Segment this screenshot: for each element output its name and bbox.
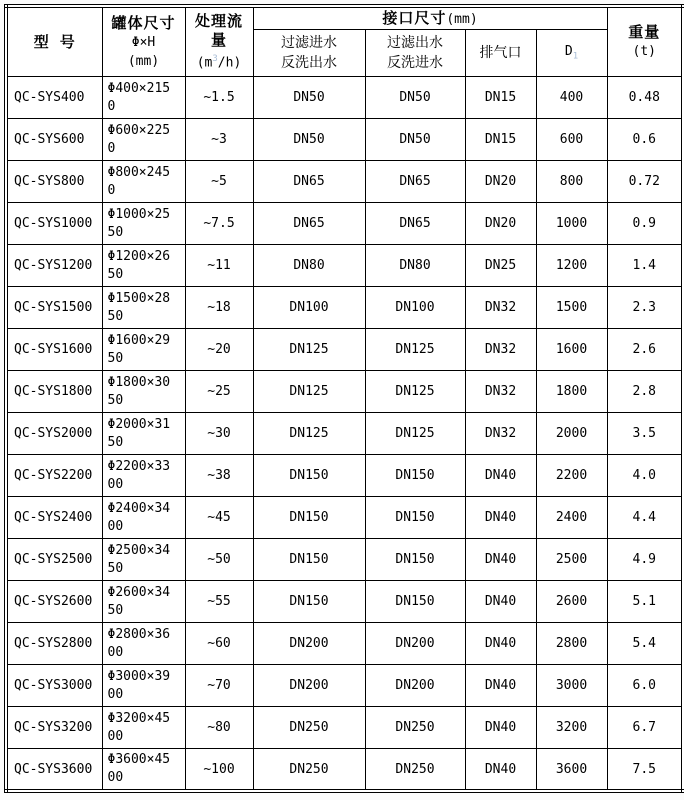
table-row: [6, 497, 683, 539]
cell-filter-inlet: DN50: [253, 119, 365, 161]
cell-filter-inlet: DN125: [253, 371, 365, 413]
cell-vent-port: DN40: [465, 665, 536, 707]
cell-flow-rate: ~25: [185, 371, 253, 413]
cell-filter-outlet: DN200: [365, 623, 465, 665]
col-header-weight: [607, 6, 683, 77]
table-row: [6, 665, 683, 707]
cell-flow-rate: ~38: [185, 455, 253, 497]
cell-filter-inlet: DN50: [253, 77, 365, 119]
cell-vent-port: DN20: [465, 161, 536, 203]
cell-weight: 5.1: [607, 581, 683, 623]
cell-model: QC-SYS3200: [6, 707, 102, 749]
cell-flow-rate: ~5: [185, 161, 253, 203]
cell-d1: 600: [536, 119, 607, 161]
cell-filter-inlet: DN65: [253, 161, 365, 203]
cell-tank-size: Φ2800×3600: [102, 623, 185, 665]
table-row: [6, 371, 683, 413]
cell-filter-outlet: DN150: [365, 497, 465, 539]
cell-model: QC-SYS3000: [6, 665, 102, 707]
cell-flow-rate: ~80: [185, 707, 253, 749]
cell-model: QC-SYS2500: [6, 539, 102, 581]
cell-flow-rate: ~30: [185, 413, 253, 455]
flow-header-line2: 量: [210, 30, 227, 49]
table-row: [6, 749, 683, 792]
table-row: [6, 329, 683, 371]
cell-vent-port: DN32: [465, 371, 536, 413]
table-row: [6, 623, 683, 665]
col-header-interface-group: [253, 6, 607, 30]
cell-d1: 800: [536, 161, 607, 203]
cell-tank-size: Φ1800×3050: [102, 371, 185, 413]
cell-filter-outlet: DN65: [365, 203, 465, 245]
cell-filter-outlet: DN250: [365, 749, 465, 792]
tank-header-unit: (mm): [127, 53, 160, 69]
col-header-model: [6, 6, 102, 77]
cell-filter-outlet: DN65: [365, 161, 465, 203]
cell-weight: 0.9: [607, 203, 683, 245]
interface-header-unit: (mm): [446, 12, 478, 27]
flow-header-unit: $(m^3/h)$: [196, 53, 242, 71]
cell-tank-size: Φ2400×3400: [102, 497, 185, 539]
cell-filter-outlet: DN250: [365, 707, 465, 749]
inlet-header-line1: 过滤进水: [281, 35, 337, 51]
cell-vent-port: DN25: [465, 245, 536, 287]
outlet-header-line2: 反洗进水: [387, 55, 443, 71]
interface-header-title: 接口尺寸: [382, 9, 447, 27]
cell-flow-rate: ~20: [185, 329, 253, 371]
cell-flow-rate: ~7.5: [185, 203, 253, 245]
cell-model: QC-SYS2200: [6, 455, 102, 497]
col-header-vent: [465, 30, 536, 77]
cell-d1: 2800: [536, 623, 607, 665]
cell-d1: 2000: [536, 413, 607, 455]
table-row: [6, 539, 683, 581]
cell-filter-outlet: DN50: [365, 77, 465, 119]
cell-model: QC-SYS2800: [6, 623, 102, 665]
cell-d1: 2400: [536, 497, 607, 539]
tank-header-title: 罐体尺寸: [111, 13, 176, 32]
cell-model: QC-SYS3600: [6, 749, 102, 792]
cell-d1: 2200: [536, 455, 607, 497]
cell-vent-port: DN20: [465, 203, 536, 245]
cell-filter-inlet: DN200: [253, 665, 365, 707]
table-row: [6, 581, 683, 623]
cell-vent-port: DN40: [465, 455, 536, 497]
cell-tank-size: Φ1500×2850: [102, 287, 185, 329]
cell-tank-size: Φ3600×4500: [102, 749, 185, 792]
cell-tank-size: Φ3200×4500: [102, 707, 185, 749]
cell-weight: 4.9: [607, 539, 683, 581]
cell-model: QC-SYS1200: [6, 245, 102, 287]
cell-tank-size: Φ1000×2550: [102, 203, 185, 245]
cell-vent-port: DN15: [465, 119, 536, 161]
cell-d1: 1800: [536, 371, 607, 413]
cell-model: QC-SYS2000: [6, 413, 102, 455]
cell-model: QC-SYS1000: [6, 203, 102, 245]
cell-filter-inlet: DN250: [253, 707, 365, 749]
weight-header-unit: (t): [632, 44, 656, 59]
table-row: [6, 707, 683, 749]
model-header-label: 型 号: [33, 32, 76, 51]
cubic-superscript: 3: [212, 53, 218, 64]
cell-model: QC-SYS1600: [6, 329, 102, 371]
table-row: [6, 161, 683, 203]
col-header-tank-size: [102, 6, 185, 77]
cell-d1: 400: [536, 77, 607, 119]
table-row: [6, 203, 683, 245]
cell-tank-size: Φ2200×3300: [102, 455, 185, 497]
table-row: [6, 245, 683, 287]
cell-filter-inlet: DN150: [253, 455, 365, 497]
cell-model: QC-SYS2600: [6, 581, 102, 623]
cell-filter-outlet: DN150: [365, 539, 465, 581]
cell-tank-size: Φ800×2450: [102, 161, 185, 203]
flow-header-line1: 处理流: [194, 11, 243, 30]
cell-model: QC-SYS400: [6, 77, 102, 119]
cell-vent-port: DN15: [465, 77, 536, 119]
cell-d1: 2500: [536, 539, 607, 581]
cell-filter-outlet: DN125: [365, 329, 465, 371]
cell-flow-rate: ~50: [185, 539, 253, 581]
col-header-filter-inlet: [253, 30, 365, 77]
cell-model: QC-SYS1800: [6, 371, 102, 413]
cell-filter-outlet: DN125: [365, 413, 465, 455]
cell-d1: 3600: [536, 749, 607, 792]
weight-header-title: 重量: [628, 23, 661, 41]
table-header: [6, 6, 683, 77]
cell-tank-size: Φ600×2250: [102, 119, 185, 161]
cell-vent-port: DN40: [465, 581, 536, 623]
cell-flow-rate: ~45: [185, 497, 253, 539]
cell-weight: 6.0: [607, 665, 683, 707]
cell-filter-inlet: DN150: [253, 539, 365, 581]
table-row: [6, 119, 683, 161]
outlet-header-line1: 过滤出水: [387, 35, 443, 51]
d1-header-label: $D_1$: [564, 44, 579, 62]
cell-tank-size: Φ1600×2950: [102, 329, 185, 371]
cell-filter-inlet: DN65: [253, 203, 365, 245]
cell-model: QC-SYS1500: [6, 287, 102, 329]
cell-flow-rate: ~55: [185, 581, 253, 623]
cell-weight: 4.0: [607, 455, 683, 497]
cell-d1: 2600: [536, 581, 607, 623]
cell-weight: 0.48: [607, 77, 683, 119]
product-spec-table: [4, 4, 684, 793]
cell-filter-outlet: DN50: [365, 119, 465, 161]
cell-filter-inlet: DN200: [253, 623, 365, 665]
cell-weight: 0.6: [607, 119, 683, 161]
cell-weight: 0.72: [607, 161, 683, 203]
cell-filter-inlet: DN250: [253, 749, 365, 792]
cell-flow-rate: ~3: [185, 119, 253, 161]
cell-filter-inlet: DN125: [253, 413, 365, 455]
cell-filter-inlet: DN150: [253, 581, 365, 623]
cell-filter-inlet: DN80: [253, 245, 365, 287]
cell-weight: 4.4: [607, 497, 683, 539]
cell-flow-rate: ~100: [185, 749, 253, 792]
cell-d1: 1200: [536, 245, 607, 287]
cell-flow-rate: ~70: [185, 665, 253, 707]
cell-flow-rate: ~18: [185, 287, 253, 329]
cell-tank-size: Φ400×2150: [102, 77, 185, 119]
cell-vent-port: DN40: [465, 539, 536, 581]
cell-d1: 1000: [536, 203, 607, 245]
cell-weight: 2.3: [607, 287, 683, 329]
cell-d1: 3200: [536, 707, 607, 749]
cell-flow-rate: ~11: [185, 245, 253, 287]
cell-filter-inlet: DN125: [253, 329, 365, 371]
cell-model: QC-SYS2400: [6, 497, 102, 539]
col-header-d1: [536, 30, 607, 77]
cell-vent-port: DN40: [465, 497, 536, 539]
cell-flow-rate: ~60: [185, 623, 253, 665]
cell-d1: 1600: [536, 329, 607, 371]
cell-vent-port: DN32: [465, 287, 536, 329]
col-header-filter-outlet: [365, 30, 465, 77]
cell-d1: 3000: [536, 665, 607, 707]
cell-d1: 1500: [536, 287, 607, 329]
table-body: [6, 77, 683, 792]
inlet-header-line2: 反洗出水: [281, 55, 337, 71]
d1-subscript: 1: [572, 51, 579, 62]
cell-model: QC-SYS600: [6, 119, 102, 161]
cell-vent-port: DN32: [465, 329, 536, 371]
vent-header-label: 排气口: [479, 45, 522, 61]
cell-weight: 2.8: [607, 371, 683, 413]
cell-model: QC-SYS800: [6, 161, 102, 203]
cell-tank-size: Φ1200×2650: [102, 245, 185, 287]
cell-filter-outlet: DN125: [365, 371, 465, 413]
cell-weight: 2.6: [607, 329, 683, 371]
table-row: [6, 413, 683, 455]
cell-filter-outlet: DN80: [365, 245, 465, 287]
cell-filter-outlet: DN100: [365, 287, 465, 329]
table-row: [6, 287, 683, 329]
col-header-flow: [185, 6, 253, 77]
table-row: [6, 455, 683, 497]
cell-filter-outlet: DN150: [365, 581, 465, 623]
cell-flow-rate: ~1.5: [185, 77, 253, 119]
cell-vent-port: DN40: [465, 623, 536, 665]
cell-tank-size: Φ2000×3150: [102, 413, 185, 455]
cell-tank-size: Φ2600×3450: [102, 581, 185, 623]
cell-filter-inlet: DN150: [253, 497, 365, 539]
cell-vent-port: DN32: [465, 413, 536, 455]
cell-weight: 3.5: [607, 413, 683, 455]
cell-weight: 1.4: [607, 245, 683, 287]
cell-weight: 5.4: [607, 623, 683, 665]
table-row: [6, 77, 683, 119]
cell-vent-port: DN40: [465, 707, 536, 749]
cell-weight: 7.5: [607, 749, 683, 792]
cell-vent-port: DN40: [465, 749, 536, 792]
cell-tank-size: Φ2500×3450: [102, 539, 185, 581]
cell-filter-inlet: DN100: [253, 287, 365, 329]
cell-filter-outlet: DN150: [365, 455, 465, 497]
tank-header-formula: Φ×H: [131, 34, 156, 50]
cell-weight: 6.7: [607, 707, 683, 749]
cell-filter-outlet: DN200: [365, 665, 465, 707]
cell-tank-size: Φ3000×3900: [102, 665, 185, 707]
